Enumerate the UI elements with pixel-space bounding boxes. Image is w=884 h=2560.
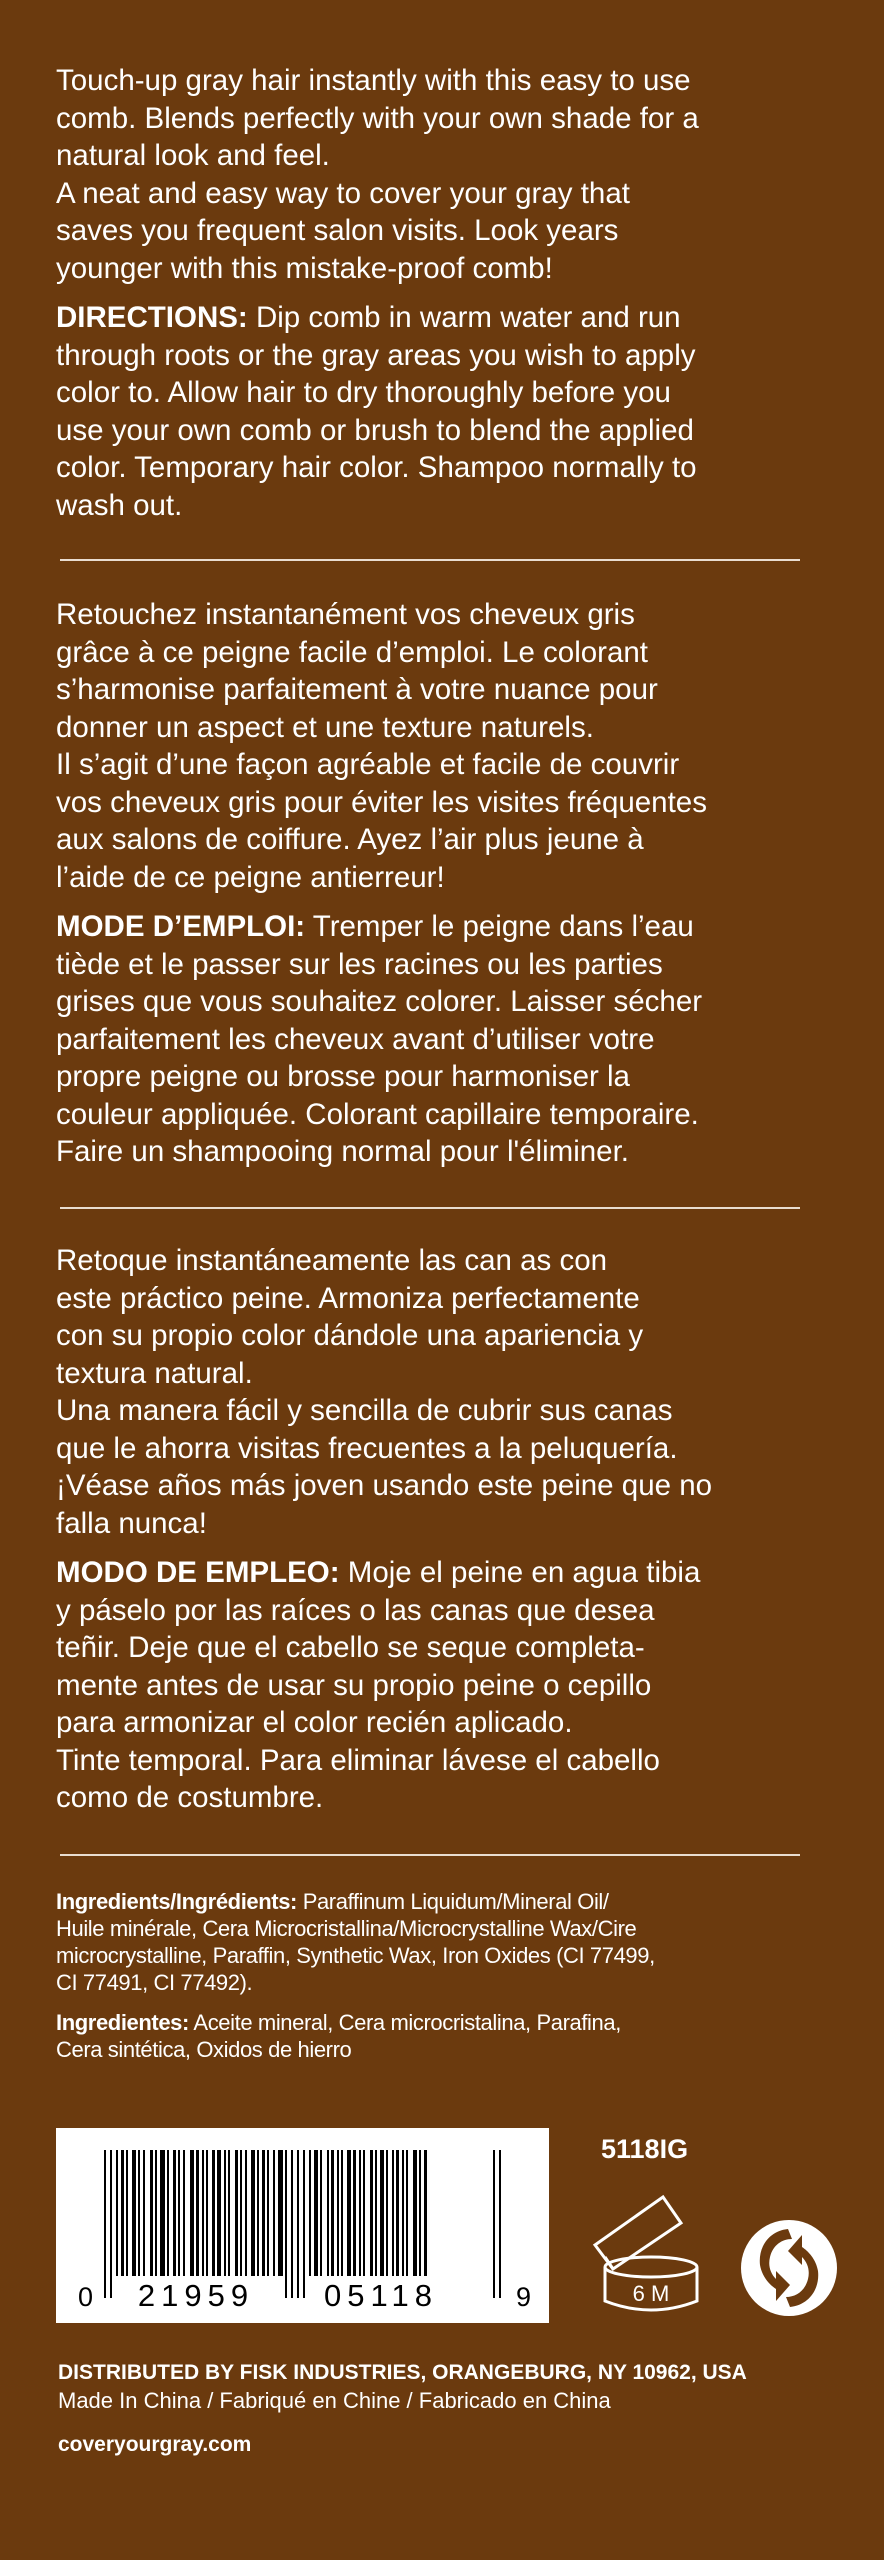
barcode-bar [267, 2150, 269, 2276]
text-line: Dip comb in warm water and run [247, 301, 681, 334]
text-line: through roots or the gray areas you wish to apply [56, 338, 696, 372]
text-line: este práctico peine. Armoniza perfectamente [56, 1281, 640, 1315]
barcode-bar [363, 2150, 365, 2276]
barcode-bar [212, 2150, 215, 2276]
ingredientes-list [56, 2009, 836, 2063]
distributor-line: DISTRIBUTED BY FISK INDUSTRIES, ORANGEBURG, NY 10962, USA [58, 2361, 747, 2384]
barcode-bar [380, 2150, 384, 2276]
directions-label: MODE D’EMPLOI: [56, 910, 306, 943]
french-section [56, 596, 806, 1171]
barcode-bar [240, 2150, 242, 2276]
text-line: s’harmonise parfaitement à votre nuance pour [56, 673, 658, 706]
barcode-bar [206, 2150, 208, 2276]
barcode-bar [402, 2150, 404, 2276]
text-line: que le ahorra visitas frecuentes a la peluquería. [56, 1431, 678, 1465]
text-line: donner un aspect et une texture naturels. [56, 710, 594, 744]
barcode-bar [178, 2150, 180, 2276]
barcode-bar [396, 2150, 399, 2276]
text-line: para armonizar el color recién aplicado. [56, 1706, 573, 1739]
text-line: Faire un shampooing normal pour l'éliminer. [56, 1135, 629, 1168]
ingredients-list [56, 1888, 836, 1996]
section-divider [60, 1854, 800, 1856]
barcode-bar [262, 2150, 265, 2276]
barcode-bar [228, 2150, 230, 2276]
barcode-bar [155, 2150, 157, 2276]
text-line: use your own comb or brush to blend the applied [56, 413, 694, 447]
text-line: A neat and easy way to cover your gray that [56, 176, 630, 210]
ingredients-section [56, 1888, 836, 2063]
barcode-bar [245, 2150, 247, 2276]
barcode-bar [257, 2150, 259, 2276]
text-line: falla nunca! [56, 1506, 207, 1540]
barcode-bar [353, 2150, 356, 2276]
barcode-guard-bar [291, 2150, 293, 2298]
text-line: color. Temporary hair color. Shampoo normally to [56, 451, 697, 484]
text-line: Cera sintética, Oxidos de hierro [56, 2037, 352, 2062]
text-line: natural look and feel. [56, 139, 330, 172]
barcode-bar [143, 2150, 145, 2276]
text-line: microcrystalline, Paraffin, Synthetic Wax, Iron Oxides (CI 77499, [56, 1943, 655, 1968]
barcode-bar [217, 2150, 221, 2276]
text-line: Moje el peine en agua tibia [339, 1556, 701, 1589]
barcode-bar [183, 2150, 185, 2276]
distributor-footer [58, 2359, 838, 2459]
barcode-guard-bar [104, 2150, 106, 2298]
text-line: comb. Blends perfectly with your own shade for a [56, 101, 699, 135]
text-line: aux salons de coiffure. Ayez l’air plus jeune à [56, 823, 644, 856]
barcode-bar [251, 2150, 255, 2276]
barcode-bar [370, 2150, 373, 2276]
barcode-bar [160, 2150, 165, 2276]
text-line: propre peigne ou brosse pour harmoniser la [56, 1060, 630, 1093]
text-line: con su propio color dándole una apariencia y [56, 1319, 644, 1352]
text-line: teñir. Deje que el cabello se seque completa- [56, 1631, 645, 1664]
text-line: l’aide de ce peigne antierreur! [56, 860, 445, 894]
barcode-bar [331, 2150, 334, 2276]
text-line: Tremper le peigne dans l’eau [305, 910, 694, 943]
barcode-bar [337, 2150, 339, 2276]
barcode-first-digit: 0 [78, 2282, 94, 2312]
text-line: parfaitement les cheveux avant d’utiliser votre [56, 1022, 655, 1056]
ingredients-label: Ingredients/Ingrédients: [56, 1889, 297, 1914]
text-line: Huile minérale, Cera Microcristallina/Microcrystalline Wax/Cire [56, 1916, 637, 1941]
product-code: 5118IG [601, 2134, 689, 2164]
section-divider [60, 1207, 800, 1209]
barcode-guard-bar [493, 2150, 495, 2298]
barcode-bar [126, 2150, 128, 2276]
barcode-bar [341, 2150, 343, 2276]
text-line: vos cheveux gris pour éviter les visites fréquentes [56, 785, 707, 819]
barcode-bar [327, 2150, 329, 2276]
text-line: saves you frequent salon visits. Look years [56, 214, 619, 247]
text-line: Retoque instantáneamente las can as con [56, 1244, 608, 1277]
text-line: Una manera fácil y sencilla de cubrir sus canas [56, 1394, 673, 1427]
barcode-bar [167, 2150, 169, 2276]
barcode-guard-bar [110, 2150, 112, 2298]
text-line: y páselo por las raíces o las canas que desea [56, 1593, 655, 1627]
barcode-bar [202, 2150, 204, 2276]
english-directions [56, 299, 806, 524]
barcode-bar [278, 2150, 283, 2276]
barcode-bar [224, 2150, 226, 2276]
spanish-intro [56, 1242, 806, 1542]
spanish-section [56, 1242, 806, 1817]
barcode-bar [320, 2150, 322, 2276]
barcode-right-digits: 05118 [324, 2278, 438, 2313]
barcode-bar [309, 2150, 311, 2276]
text-line: Tinte temporal. Para eliminar lávese el cabello [56, 1743, 660, 1777]
made-in-line: Made In China / Fabriqué en Chine / Fabricado en China [58, 2388, 611, 2413]
text-line: wash out. [56, 488, 183, 522]
barcode-bar [392, 2150, 394, 2276]
text-line: Aceite mineral, Cera microcristalina, Parafina, [188, 2010, 621, 2035]
pao-label: 6 M [632, 2281, 670, 2306]
text-line: Il s’agit d’une façon agréable et facile de couvrir [56, 748, 680, 781]
text-line: textura natural. [56, 1356, 253, 1390]
ingredientes-label: Ingredientes: [56, 2010, 189, 2035]
barcode-bar [347, 2150, 351, 2276]
text-line: grises que vous souhaitez colorer. Laisser sécher [56, 985, 703, 1018]
barcode-bar [386, 2150, 388, 2276]
barcode-bar [424, 2150, 427, 2276]
text-line: tiède et le passer sur les racines ou les parties [56, 947, 663, 981]
text-line: younger with this mistake-proof comb! [56, 251, 553, 285]
barcode-bar [121, 2150, 124, 2276]
directions-label: MODO DE EMPLEO: [56, 1556, 340, 1589]
text-line: couleur appliquée. Colorant capillaire temporaire. [56, 1097, 699, 1131]
barcode-bar [419, 2150, 421, 2276]
barcode-check-digit: 9 [516, 2282, 532, 2312]
barcode-bar [314, 2150, 318, 2276]
barcode-bar [150, 2150, 153, 2276]
green-dot-recycle-icon [736, 2215, 842, 2321]
barcode-bar [375, 2150, 377, 2276]
barcode-bar [413, 2150, 417, 2276]
barcode-bar [173, 2150, 176, 2276]
barcode-bar [235, 2150, 238, 2276]
barcode-bar [116, 2150, 118, 2276]
french-directions [56, 908, 806, 1171]
upc-barcode [56, 2128, 549, 2323]
text-line: CI 77491, CI 77492). [56, 1970, 253, 1995]
text-line: color to. Allow hair to dry thoroughly before you [56, 376, 671, 409]
text-line: como de costumbre. [56, 1781, 324, 1814]
text-line: Retouchez instantanément vos cheveux gris [56, 598, 635, 631]
barcode-bar [138, 2150, 140, 2276]
barcode-bar [190, 2150, 194, 2276]
english-intro [56, 62, 806, 287]
english-section [56, 62, 806, 524]
text-line: Touch-up gray hair instantly with this easy to use [56, 64, 691, 97]
text-line: ¡Véase años más joven usando este peine que no [56, 1469, 713, 1502]
barcode-guard-bar [297, 2150, 299, 2298]
text-line: Paraffinum Liquidum/Mineral Oil/ [296, 1889, 609, 1914]
directions-label: DIRECTIONS: [56, 301, 248, 334]
barcode-bar [196, 2150, 199, 2276]
text-line: grâce à ce peigne facile d’emploi. Le colorant [56, 635, 649, 669]
text-line: mente antes de usar su propio peine o cepillo [56, 1668, 652, 1702]
section-divider [60, 559, 800, 561]
barcode-bar [273, 2150, 275, 2276]
barcode-bar [406, 2150, 408, 2276]
website-line: coveryourgray.com [58, 2433, 252, 2456]
spanish-directions [56, 1554, 806, 1817]
barcode-graphic [56, 2128, 549, 2323]
period-after-opening-jar-icon [585, 2183, 713, 2323]
barcode-guard-bar [499, 2150, 501, 2298]
barcode-guard-bar [303, 2150, 305, 2298]
barcode-bar [359, 2150, 361, 2276]
barcode-bar [132, 2150, 136, 2276]
barcode-left-digits: 21959 [137, 2278, 255, 2313]
barcode-guard-bar [285, 2150, 287, 2298]
french-intro [56, 596, 806, 896]
